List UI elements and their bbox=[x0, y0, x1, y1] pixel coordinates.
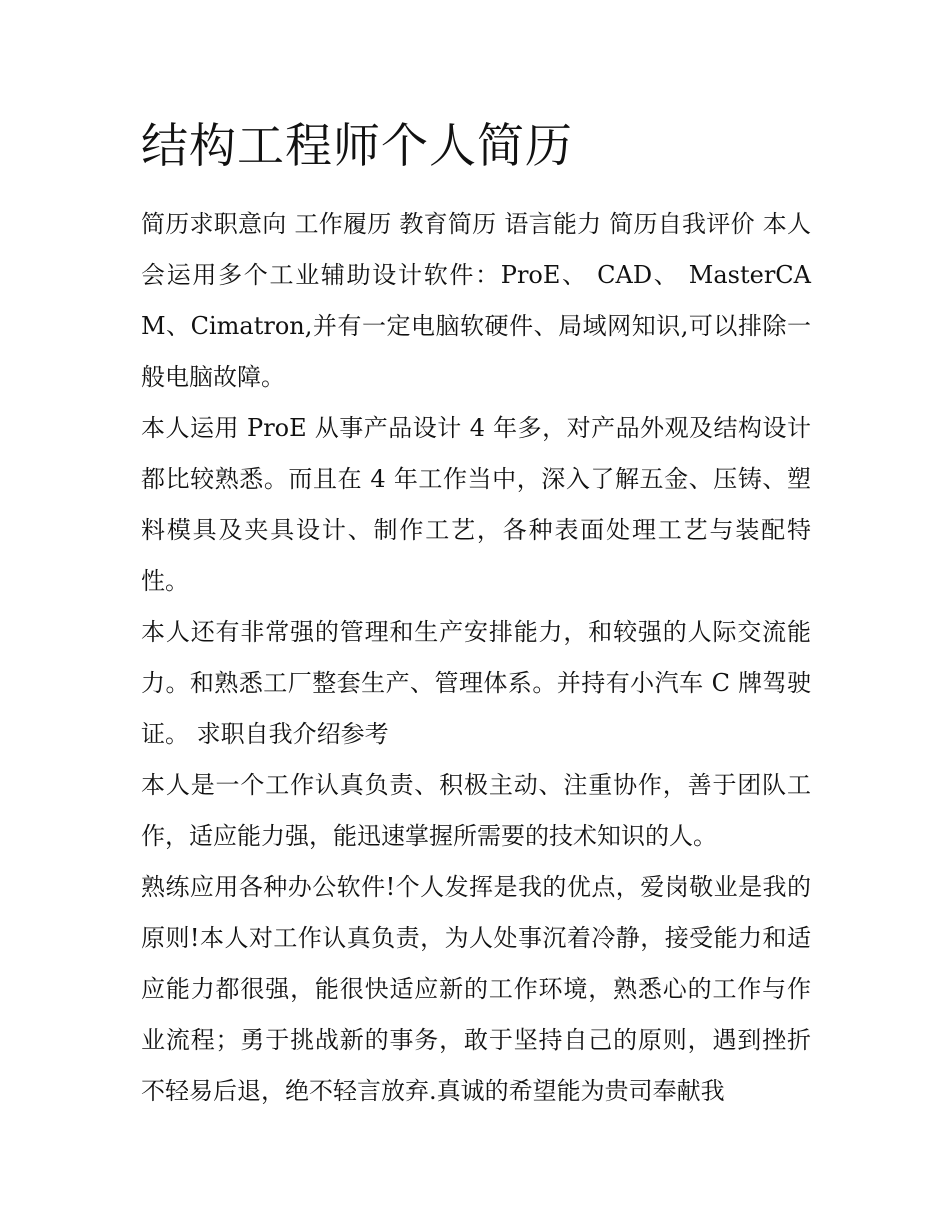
paragraph-proe-design-experience: 本人运用 ProE 从事产品设计 4 年多，对产品外观及结构设计都比较熟悉。而且在 4 年工作当中，深入了解五金、压铸、塑料模具及夹具设计、制作工艺，各种表面处理工艺与装配特性。 bbox=[141, 414, 811, 595]
paragraph-work-attitude: 熟练应用各种办公软件!个人发挥是我的优点，爱岗敬业是我的原则!本人对工作认真负责，为人处事沉着冷静，接受能力和适应能力都很强，能很快适应新的工作环境，熟悉心的工作与作业流程；勇于挑战新的事务，敢于坚持自己的原则，遇到挫折不轻易后退，绝不轻言放弃.真诚的希望能为贵司奉献我 bbox=[141, 873, 811, 1105]
paragraph-job-intent-software-skills: 简历求职意向 工作履历 教育简历 语言能力 简历自我评价 本人会运用多个工业辅助设计软件：ProE、 CAD、 MasterCAM、Cimatron,并有一定电脑软硬件、局域网知识,可以排除一般电脑故障。 bbox=[141, 210, 811, 391]
document-title: 结构工程师个人简历 bbox=[141, 119, 573, 174]
paragraph-management-ability: 本人还有非常强的管理和生产安排能力，和较强的人际交流能力。和熟悉工厂整套生产、管理体系。并持有小汽车 C 牌驾驶证。 求职自我介绍参考 bbox=[141, 618, 811, 748]
document-body bbox=[141, 199, 811, 1117]
paragraph-self-introduction: 本人是一个工作认真负责、积极主动、注重协作，善于团队工作，适应能力强，能迅速掌握所需要的技术知识的人。 bbox=[141, 771, 811, 850]
